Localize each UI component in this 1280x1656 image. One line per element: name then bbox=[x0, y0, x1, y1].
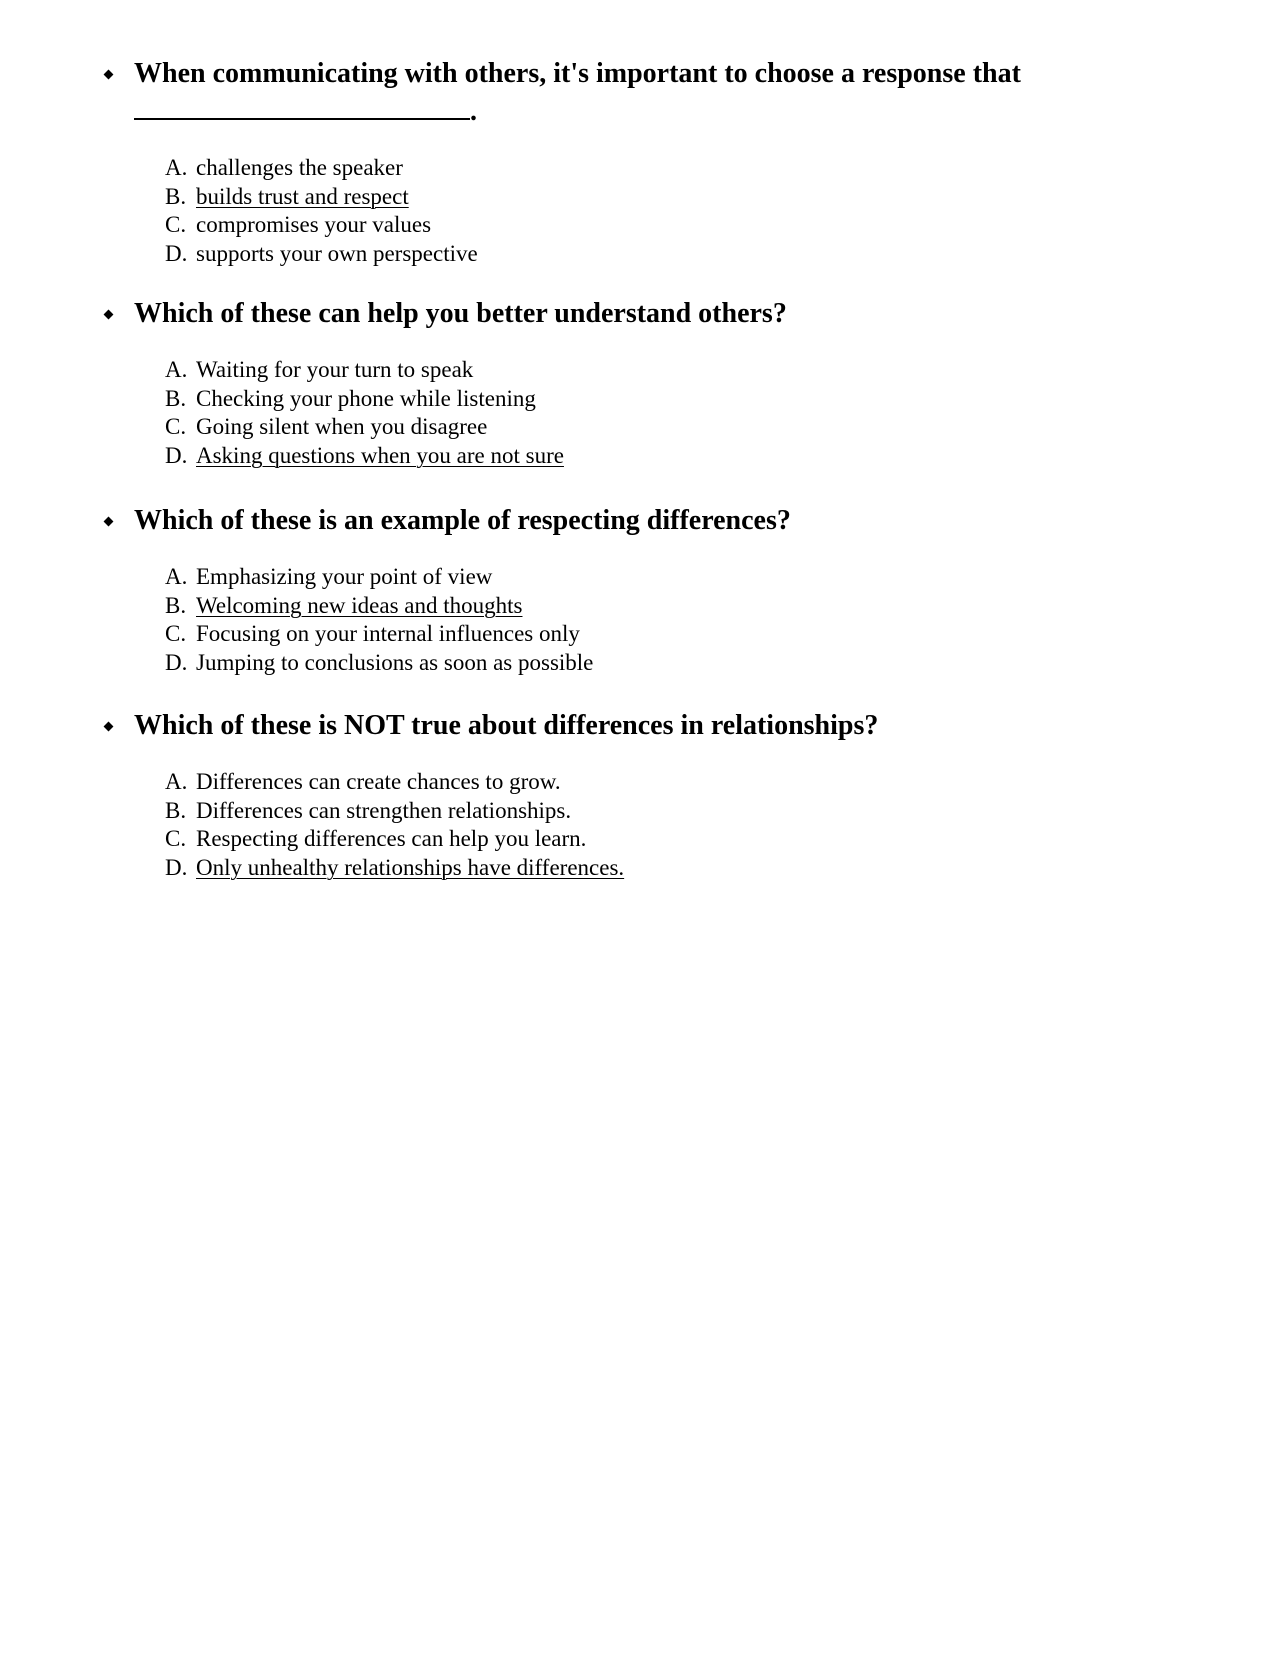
bullet-icon bbox=[104, 722, 114, 732]
option-d-correct: D. Asking questions when you are not sure bbox=[165, 442, 564, 468]
option-a: A. challenges the speaker bbox=[165, 155, 403, 180]
question-prompt bbox=[0, 56, 1280, 130]
option-d-correct: D. Only unhealthy relationships have differences. bbox=[165, 854, 625, 880]
options-list bbox=[0, 768, 1280, 882]
correct-answer: Welcoming new ideas and thoughts bbox=[196, 592, 523, 618]
question-4 bbox=[0, 708, 1280, 882]
blank-suffix: . bbox=[470, 96, 477, 127]
question-prompt bbox=[0, 708, 1280, 744]
option-c: C. Going silent when you disagree bbox=[165, 414, 488, 439]
options-list bbox=[0, 356, 1280, 470]
bullet-icon bbox=[104, 517, 114, 527]
question-1 bbox=[0, 56, 1280, 268]
options-list bbox=[0, 563, 1280, 677]
bullet-icon bbox=[104, 70, 114, 80]
question-3-text: Which of these is an example of respecting differences? bbox=[134, 505, 791, 536]
option-d: D. Jumping to conclusions as soon as possible bbox=[165, 649, 594, 675]
option-b: B. Differences can strengthen relationships. bbox=[165, 797, 572, 823]
question-3 bbox=[0, 503, 1280, 677]
question-2 bbox=[0, 296, 1280, 470]
correct-answer: Only unhealthy relationships have differences. bbox=[196, 854, 625, 880]
option-d: D. supports your own perspective bbox=[165, 240, 478, 266]
question-prompt bbox=[0, 296, 1280, 332]
answer-blank bbox=[134, 92, 470, 120]
correct-answer: Asking questions when you are not sure bbox=[196, 442, 564, 468]
option-a: A. Emphasizing your point of view bbox=[165, 564, 493, 589]
question-4-text: Which of these is NOT true about differences in relationships? bbox=[134, 710, 879, 741]
option-b-correct: B. Welcoming new ideas and thoughts bbox=[165, 592, 523, 618]
question-prompt bbox=[0, 503, 1280, 539]
question-2-text: Which of these can help you better understand others? bbox=[134, 298, 787, 329]
option-a: A. Waiting for your turn to speak bbox=[165, 357, 474, 382]
option-c: C. compromises your values bbox=[165, 212, 432, 237]
option-b-correct: B. builds trust and respect bbox=[165, 183, 409, 209]
correct-answer: builds trust and respect bbox=[196, 183, 409, 209]
question-1-text: When communicating with others, it's important to choose a response that bbox=[134, 58, 1021, 89]
option-a: A. Differences can create chances to grow. bbox=[165, 769, 561, 794]
option-c: C. Focusing on your internal influences only bbox=[165, 621, 580, 646]
options-list bbox=[0, 154, 1280, 268]
option-c: C. Respecting differences can help you learn. bbox=[165, 826, 587, 851]
option-b: B. Checking your phone while listening bbox=[165, 385, 536, 411]
bullet-icon bbox=[104, 310, 114, 320]
